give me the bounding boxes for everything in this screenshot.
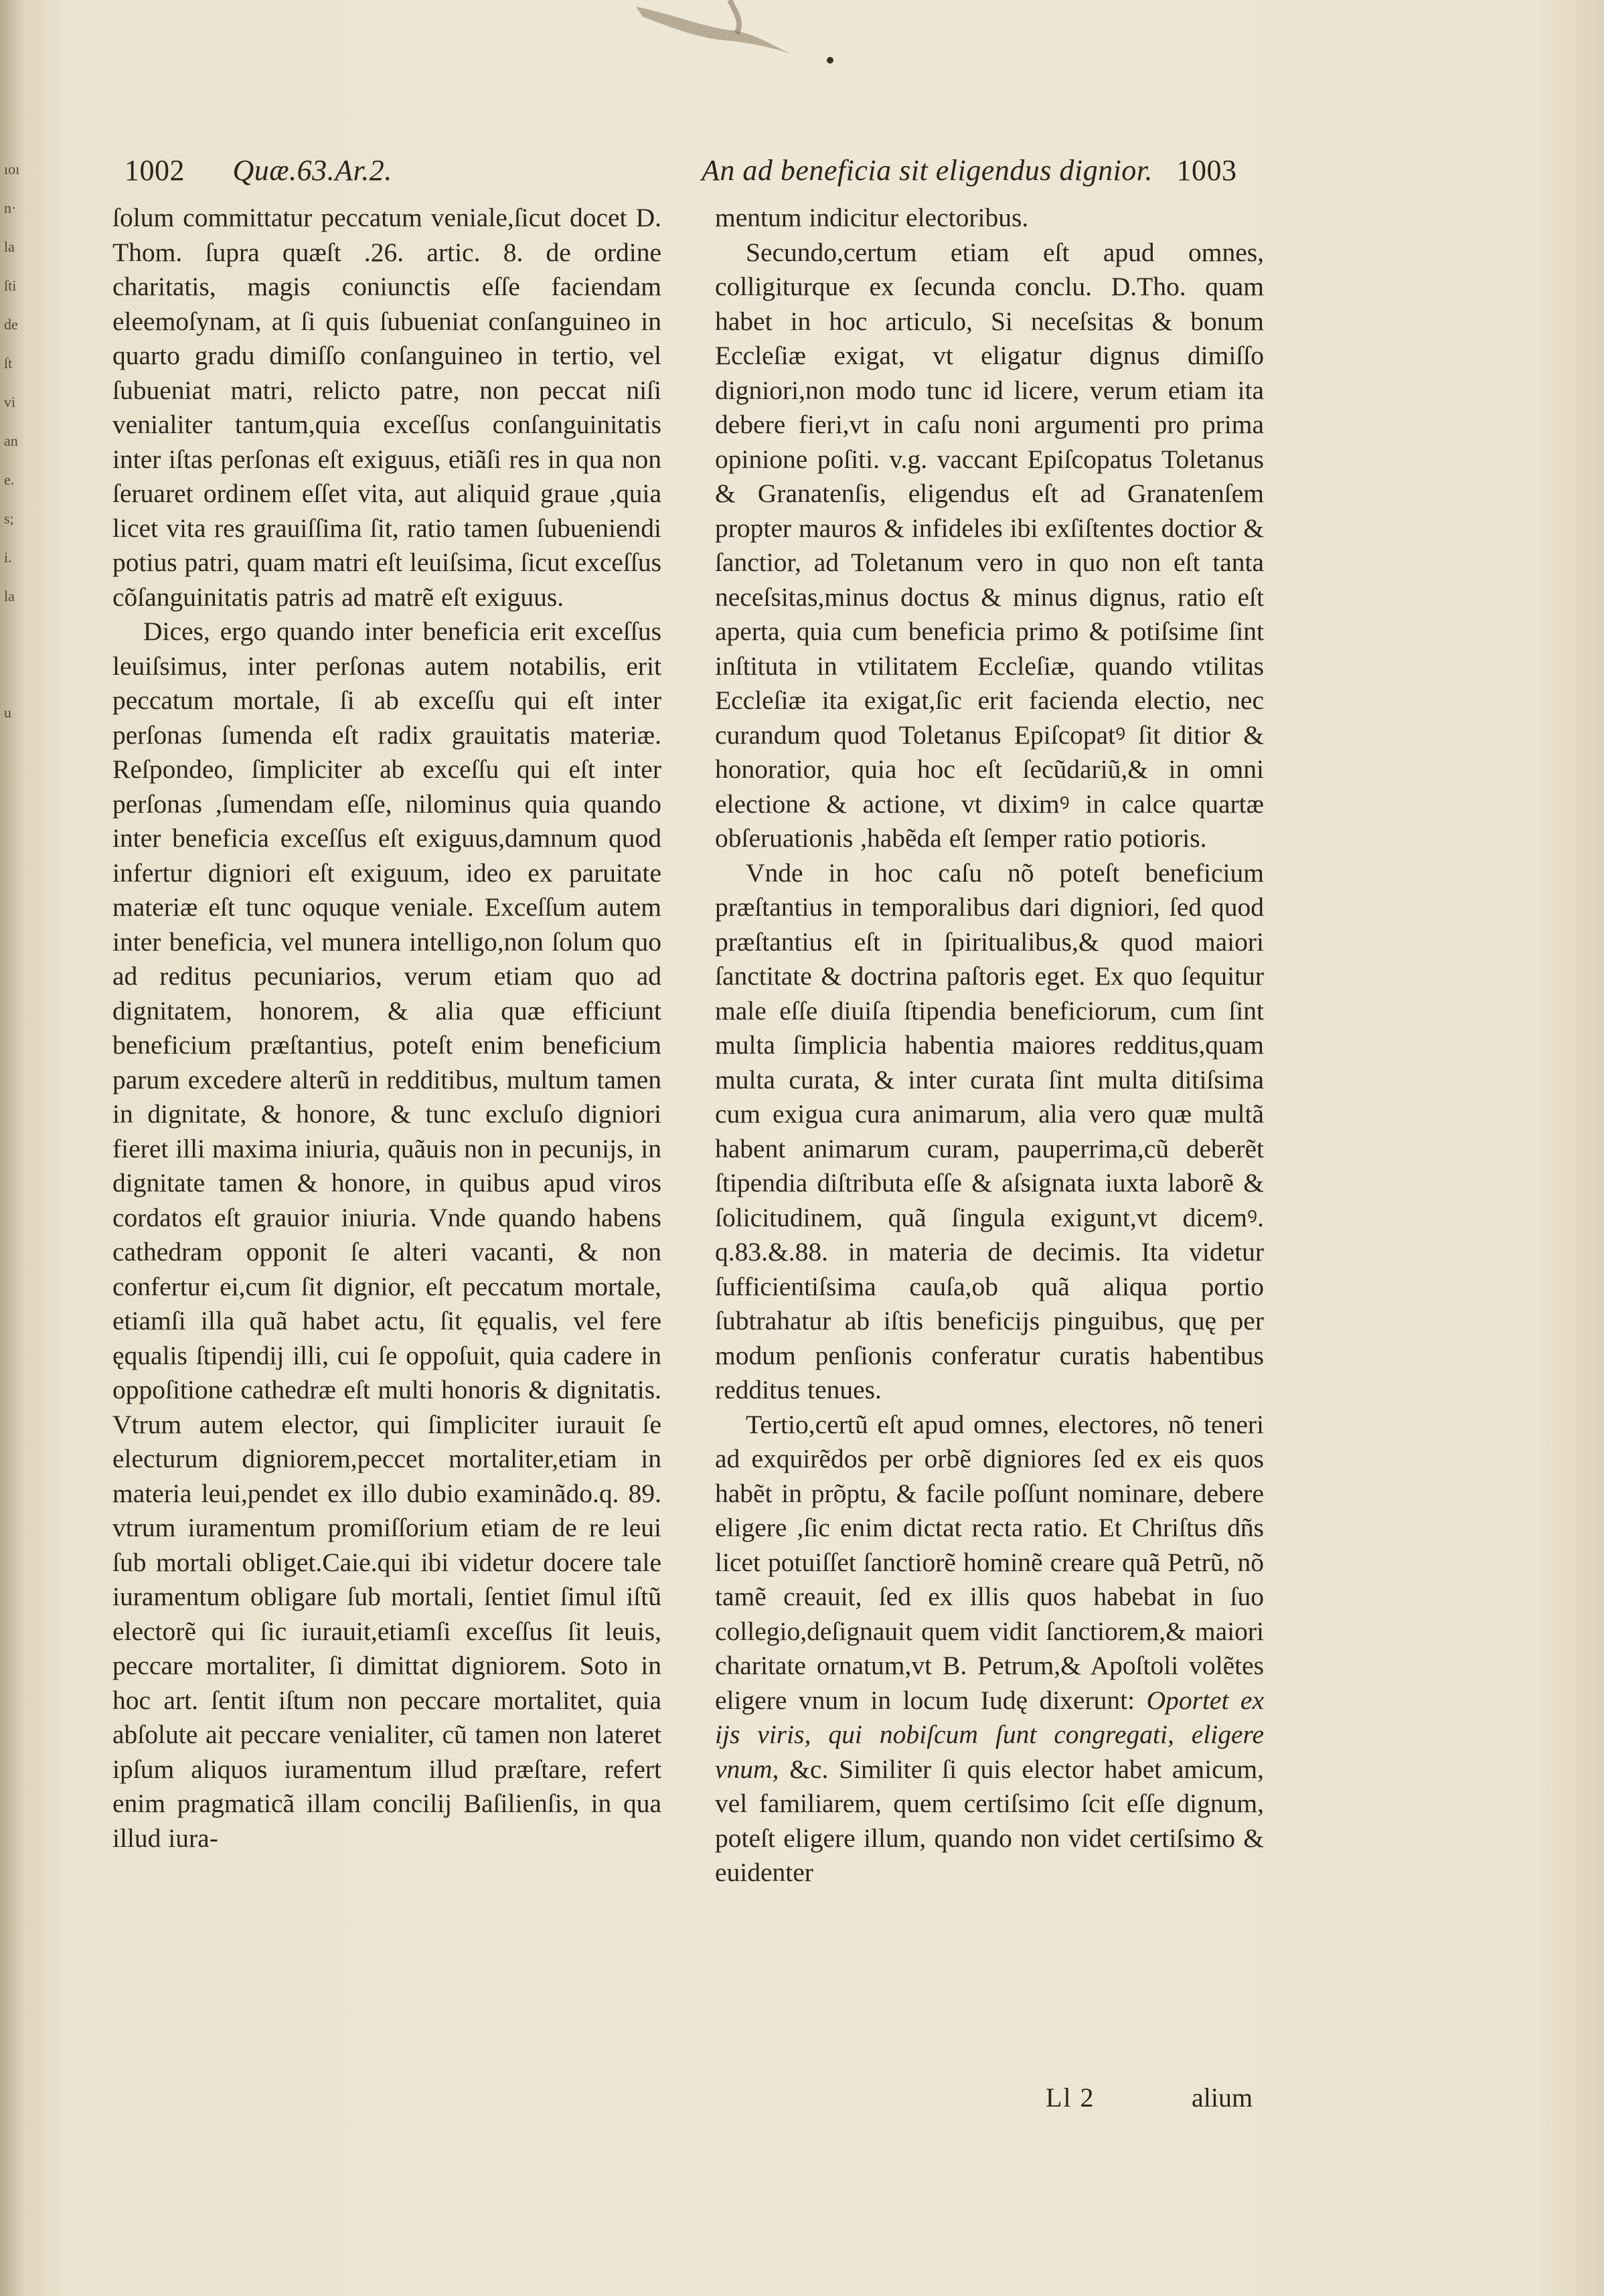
right-running-title: An ad beneficia sit eligendus dignior. (702, 154, 1153, 187)
gutter-mark: e. (4, 471, 15, 488)
gutter-mark: vi (4, 394, 16, 410)
right-paragraph-1: mentum indicitur electoribus. (715, 203, 1029, 232)
left-running-title: Quæ.63.Ar.2. (232, 154, 392, 187)
gutter-mark: ıoı (4, 161, 20, 177)
right-text-column (715, 201, 1264, 1890)
gutter-mark: u (4, 704, 11, 721)
right-page-number: 1003 (1176, 154, 1237, 187)
right-page-header (702, 153, 1237, 189)
left-paragraph-1: ſolum committatur peccatum veniale,ſicut docet D. Thom. ſupra quæſt .26. artic. 8. de ordine charitatis, magis coniunctis eſſe faciendam eleemoſynam, at ſi quis ſubueniat conſanguineo in quarto gradu dimiſſo conſanguineo in tertio, vel ſubueniat matri, relicto patre, non peccat niſi venialiter tantum,quia exceſſus conſanguinitatis inter iſtas perſonas eſt exiguus, etiãſi res in qua non ſeruaret ordinem eſſet vita, aut aliquid graue ,quia licet vita res grauiſſima ſit, ratio tamen ſubueniendi potius patri, quam matri eſt leuiſsima, ſicut exceſſus cõſanguinitatis patris ad matrẽ eſt exiguus. (112, 203, 661, 612)
gutter-mark (4, 665, 24, 704)
stain-mark (629, 0, 844, 67)
gutter-bleed-through (4, 161, 24, 743)
left-page-header (125, 153, 392, 189)
binding-gutter (0, 0, 27, 2296)
gutter-mark (4, 627, 24, 665)
right-paragraph-2: Secundo,certum etiam eſt apud omnes, colligiturque ex ſecunda conclu. D.Tho. quam habet in hoc articulo, Si neceſsitas & bonum Eccleſiæ exigat, vt eligatur dignus dimiſſo digniori,non modo tunc id licere, verum etiam ita debere fieri,vt in caſu noni argumenti pro prima opinione poſiti. v.g. vaccant Epiſcopatus Toletanus & Granatenſis, eligendus eſt ad Granatenſem propter mauros & infideles ibi exſiſtentes doctior & ſanctior, ad Toletanum vero in quo non eſt tanta neceſsitas,minus doctus & minus dignus, ratio eſt aperta, quia cum beneficia primo & potiſsime ſint inſtituta in vtilitatem Eccleſiæ, quando vtilitas Eccleſiæ ita exigat,ſic erit facienda electio, nec curandum quod Toletanus Epiſcopatꝰ ſit ditior & honoratior, quia hoc eſt ſecũdariũ,& in omni electione & actione, vt diximꝰ in calce quartæ obſeruationis ,habẽda eſt ſemper ratio potioris. (715, 237, 1264, 853)
right-paragraph-4-continuation: &c. Similiter ſi quis elector habet amicum, vel familiarem, quem certiſsimo ſcit eſſe dignum, poteſt eligere illum, quando non videt certiſsimo & euidenter (715, 1754, 1265, 1887)
gutter-mark: ſt (4, 355, 13, 372)
scripture-quote: Oportet ex ijs viris, qui nobiſcum ſunt congregati, eligere vnum, (715, 1685, 1264, 1784)
catchword: alium (1192, 2082, 1253, 2113)
left-page-number: 1002 (125, 154, 185, 187)
gutter-mark: la (4, 238, 15, 255)
gutter-mark: la (4, 588, 15, 604)
right-paragraph-4-text: Tertio,certũ eſt apud omnes, electores, nõ teneri ad exquirẽdos per orbẽ digniores ſed ex eis quos habẽt in prõptu, & facile poſſunt nominare, debere eligere ,ſic enim dictat recta ratio. Et Chriſtus dñs licet potuiſſet ſanctiorẽ hominẽ creare quã Petrũ, nõ tamẽ creauit, ſed ex illis quos habebat in ſuo collegio,deſignauit quem vidit ſanctiorem,& maiori charitate ornatum,vt B. Petrum,& Apoſtoli volẽtes eligere vnum in locum Iudę dixerunt: (715, 1409, 1264, 1715)
right-paragraph-4 (715, 1408, 1264, 1890)
gutter-mark: s; (4, 510, 14, 527)
gutter-mark: an (4, 432, 18, 449)
gutter-mark: ſti (4, 277, 17, 294)
gutter-mark: i. (4, 549, 12, 566)
gutter-mark: n· (4, 199, 17, 216)
left-paragraph-2: Dices, ergo quando inter beneficia erit exceſſus leuiſsimus, inter perſonas autem notabilis, erit peccatum mortale, ſi ab exceſſu qui eſt inter perſonas ſumenda eſt radix grauitatis materiæ. Reſpondeo, ſimpliciter ab exceſſu qui eſt inter perſonas ,ſumendam eſſe, nilominus quia quando inter beneficia exceſſus eſt exiguus,damnum quod infertur digniori eſt exiguum, ideo ex paruitate materiæ eſt tunc oquque veniale. Exceſſum autem inter beneficia, vel munera intelligo,non ſolum quo ad reditus pecuniarios, verum etiam quo ad dignitatem, honorem, & alia quæ efficiunt beneficium præſtantius, poteſt enim beneficium parum excedere alterũ in redditibus, multum tamen in dignitate, & honore, & tunc excluſo digniori fieret illi maxima iniuria, quãuis non in pecunijs, in dignitate tamen & honore, in quibus apud viros cordatos eſt grauior iniuria. Vnde quando habens cathedram opponit ſe alteri vacanti, & non confertur ei,cum ſit dignior, eſt peccatum mortale, etiamſi illa quã habet actu, ſit ęqualis, vel fere ęqualis ſtipendij illi, cui ſe oppoſuit, quia cadere in oppoſitione cathedræ eſt multi honoris & dignitatis. Vtrum autem elector, qui ſimpliciter iurauit ſe electurum digniorem,peccet mortaliter,etiam in materia leui,pendet ex illo dubio examinãdo.q. 89. vtrum iuramentum promiſſorium etiam de re leui ſub mortali obliget.Caie.qui ibi videtur docere tale iuramentum obligare ſub mortali, ſentiet ſimul iſtũ electorẽ qui ſic iurauit,etiamſi exceſſus ſit leuis, peccare mortaliter, ſi dimittat digniorem. Soto in hoc art. ſentit iſtum non peccare mortalitet, quia abſolute ait peccare venialiter, cũ tamen non lateret ipſum aliquos iuramentum illud præſtare, refert enim pragmaticã illam concilij Baſilienſis, in qua illud iura- (112, 617, 661, 1853)
right-paragraph-3: Vnde in hoc caſu nõ poteſt beneficium præſtantius in temporalibus dari digniori, ſed quod præſtantius eſt in ſpiritualibus,& quod maiori ſanctitate & doctrina paſtoris eget. Ex quo ſequitur male eſſe diuiſa ſtipendia beneficiorum, cum ſint multa ſimplicia habentia maiores redditus,quam multa curata, & inter curata ſint multa ditiſsima cum exigua cura animarum, alia vero quæ multã habent animarum curam, pauperrima,cũ deberẽt ſtipendia diſtributa eſſe & aſsignata iuxta laborẽ & ſolicitudinem, quã ſingula exigunt,vt dicemꝰ. q.83.&.88. in materia de decimis. Ita videtur ſufficientiſsima cauſa,ob quã aliqua portio ſubtrahatur ab iſtis beneficijs pinguibus, quę per modum penſionis conferatur curatis habentibus redditus tenues. (715, 857, 1264, 1404)
left-text-column (112, 201, 661, 1856)
signature-mark: Ll 2 (1046, 2082, 1095, 2113)
gutter-mark: de (4, 316, 18, 333)
